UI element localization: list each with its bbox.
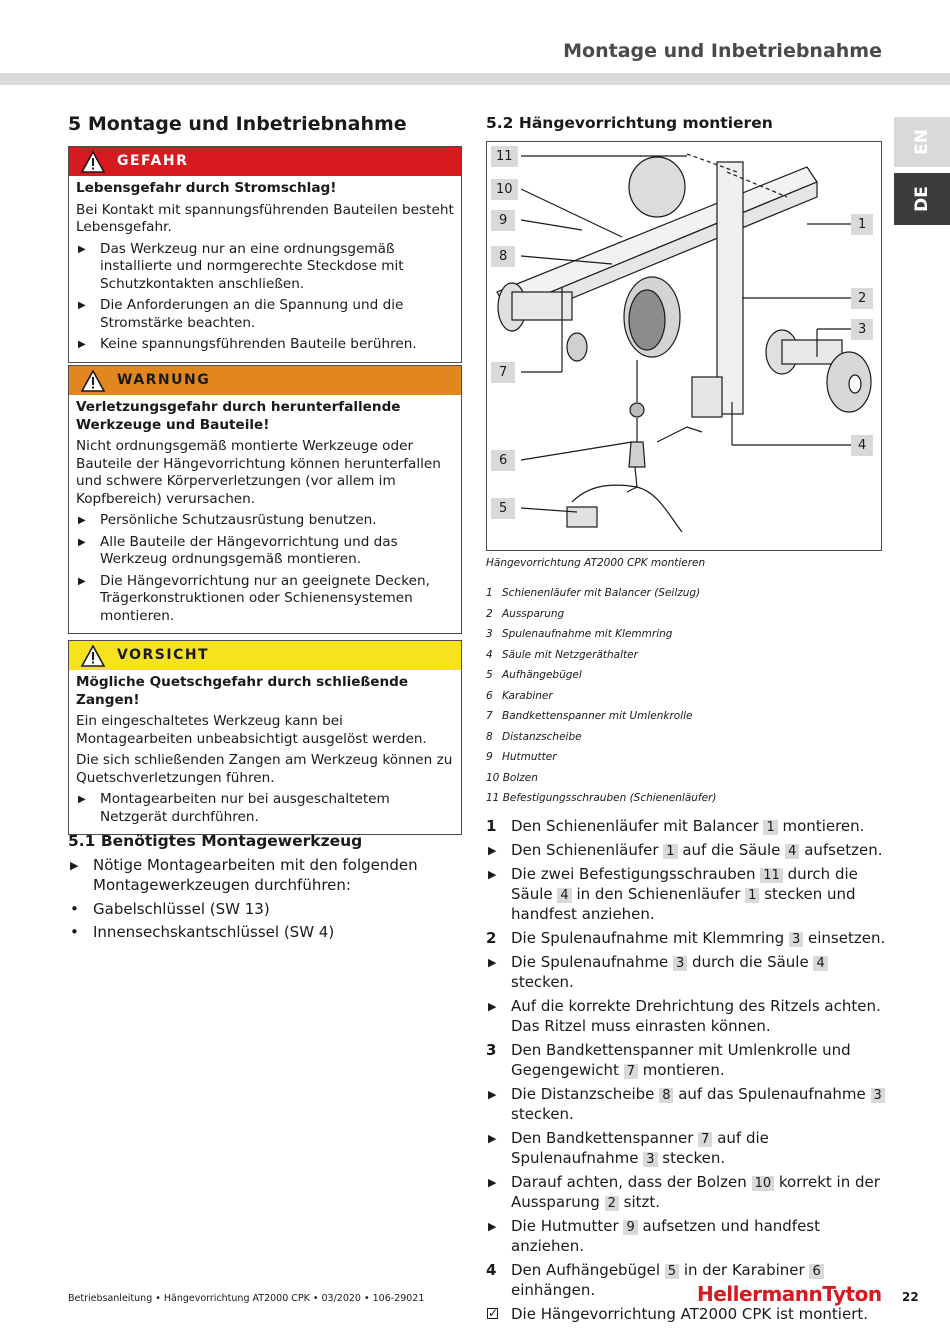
step-text: Den Bandkettenspanner mit Umlenkrolle und Gegengewicht <box>511 1041 851 1079</box>
figure-label: 4 <box>851 434 873 456</box>
part-reference-badge: 1 <box>763 820 777 835</box>
step-text: montieren. <box>637 1061 725 1079</box>
tools-item: • Gabelschlüssel (SW 13) <box>68 899 468 919</box>
figure-legend <box>486 583 717 809</box>
figure-label: 6 <box>491 449 515 471</box>
part-reference-badge: 5 <box>665 1264 679 1279</box>
header-title: Montage und Inbetriebnahme <box>563 40 882 62</box>
step-text: sitzt. <box>618 1193 661 1211</box>
step-text: Die zwei Befestigungsschrauben <box>511 865 761 883</box>
warning-text: Nicht ordnungsgemäß montierte Werkzeuge oder Bauteile der Hängevorrichtung können herunterfallen und schwere Körperverletzungen (vor allem im Kopfbereich) verursachen. <box>76 438 441 507</box>
step-num <box>486 928 886 948</box>
step-text: Die Spulenaufnahme <box>511 953 673 971</box>
step-text: Die Spulenaufnahme mit Klemmring <box>511 929 789 947</box>
legend-row: 9 Hutmutter <box>486 751 557 763</box>
figure-label: 10 <box>491 178 518 200</box>
legend-row: 7 Bandkettenspanner mit Umlenkrolle <box>486 710 693 722</box>
step-text: stecken. <box>511 973 574 991</box>
mount-steps <box>486 816 886 1328</box>
step-text: montieren. <box>777 817 865 835</box>
section-title: 5 Montage und Inbetriebnahme <box>68 113 407 135</box>
step-text: auf die Spulenaufnahme <box>511 1129 769 1167</box>
step-tri <box>486 996 886 1036</box>
footer-doc-info: Betriebsanleitung • Hängevorrichtung AT2000 CPK • 03/2020 • 106-29021 <box>68 1293 425 1304</box>
language-tab-en[interactable] <box>894 117 950 167</box>
step-text: auf die Säule <box>677 841 786 859</box>
step-text: in den Schienenläufer <box>571 885 746 903</box>
figure-label: 11 <box>491 145 518 167</box>
step-tri <box>486 952 886 992</box>
figure-label: 2 <box>851 287 873 309</box>
step-text: Den Schienenläufer mit Balancer <box>511 817 764 835</box>
step-number: 1 <box>486 817 497 835</box>
tools-list <box>68 855 468 945</box>
legend-row: 2 Aussparung <box>486 607 565 620</box>
legend-row: 8 Distanzscheibe <box>486 730 582 743</box>
part-reference-badge: 6 <box>809 1264 823 1279</box>
step-number: 2 <box>486 929 497 947</box>
assembly-drawing <box>487 142 881 550</box>
figure-label: 7 <box>491 361 515 383</box>
legend-row: 11 Befestigungsschrauben (Schienenläufer) <box>486 792 717 804</box>
step-text: korrekt in der Aussparung <box>511 1173 880 1211</box>
language-tab-de[interactable] <box>894 173 950 225</box>
caution-heading: Mögliche Quetschgefahr durch schließende Zangen! <box>76 674 409 708</box>
step-text: aufsetzen. <box>799 841 883 859</box>
warning-item: ▶ Persönliche Schutzausrüstung benutzen. <box>76 512 454 530</box>
step-number: 4 <box>486 1261 497 1279</box>
danger-heading: Lebensgefahr durch Stromschlag! <box>76 180 337 196</box>
part-reference-badge: 7 <box>698 1132 712 1147</box>
figure-label: 5 <box>491 497 515 519</box>
legend-row: 5 Aufhängebügel <box>486 669 582 681</box>
header-bar <box>0 73 950 85</box>
mount-title: 5.2 Hängevorrichtung montieren <box>486 114 773 132</box>
caution-bar <box>69 641 461 670</box>
figure-label: 8 <box>491 245 515 267</box>
legend-row: 4 Säule mit Netzgeräthalter <box>486 648 638 661</box>
step-tri <box>486 1128 886 1168</box>
step-text: aufsetzen und handfest anziehen. <box>511 1217 821 1255</box>
step-check <box>486 1304 886 1324</box>
tools-intro: ▶ Nötige Montagearbeiten mit den folgenden Montagewerkzeugen durchführen: <box>68 855 468 895</box>
step-tri <box>486 1084 886 1124</box>
figure-label: 1 <box>851 213 873 235</box>
part-reference-badge: 1 <box>745 888 759 903</box>
part-reference-badge: 11 <box>760 868 783 883</box>
part-reference-badge: 4 <box>813 956 827 971</box>
figure-label: 9 <box>491 209 515 231</box>
warning-heading: Verletzungsgefahr durch herunterfallende Werkzeuge und Bauteile! <box>76 399 401 433</box>
step-number: 3 <box>486 1041 497 1059</box>
checkbox-icon <box>487 1308 498 1319</box>
step-text: stecken und handfest anziehen. <box>511 885 856 923</box>
part-reference-badge: 10 <box>752 1176 775 1191</box>
part-reference-badge: 3 <box>643 1152 657 1167</box>
step-text: Den Bandkettenspanner <box>511 1129 699 1147</box>
legend-row: 3 Spulenaufnahme mit Klemmring <box>486 628 673 640</box>
caution-text: Die sich schließenden Zangen am Werkzeug können zu Quetschverletzungen führen. <box>76 752 453 786</box>
caution-text: Ein eingeschaltetes Werkzeug kann bei Montagearbeiten unbeabsichtigt ausgelöst werden. <box>76 713 427 747</box>
step-text: Darauf achten, dass der Bolzen <box>511 1173 752 1191</box>
warning-item: ▶ Alle Bauteile der Hängevorrichtung und das Werkzeug ordnungsgemäß montieren. <box>76 534 454 569</box>
legend-row: 1 Schienenläufer mit Balancer (Seilzug) <box>486 587 701 599</box>
step-tri <box>486 864 886 924</box>
part-reference-badge: 1 <box>663 844 677 859</box>
part-reference-badge: 3 <box>789 932 803 947</box>
part-reference-badge: 2 <box>605 1196 619 1211</box>
warning-item: ▶ Die Hängevorrichtung nur an geeignete Decken, Trägerkonstruktionen oder Schienensystemen montieren. <box>76 573 454 626</box>
caution-label: VORSICHT <box>117 646 210 663</box>
danger-text: Bei Kontakt mit spannungsführenden Bauteilen besteht Lebensgefahr. <box>76 201 454 235</box>
warning-notice <box>68 365 462 634</box>
danger-bar <box>69 147 461 176</box>
caution-notice <box>68 640 462 835</box>
part-reference-badge: 3 <box>871 1088 885 1103</box>
step-num <box>486 816 886 836</box>
step-text: durch die Säule <box>511 865 858 903</box>
step-text: in der Karabiner <box>679 1261 810 1279</box>
step-text: Die Hutmutter <box>511 1217 624 1235</box>
part-reference-badge: 8 <box>659 1088 673 1103</box>
step-text: stecken. <box>511 1105 574 1123</box>
step-text: durch die Säule <box>687 953 814 971</box>
part-reference-badge: 4 <box>557 888 571 903</box>
warning-triangle-icon <box>81 370 105 392</box>
step-text: Den Aufhängebügel <box>511 1261 665 1279</box>
caution-item: ▶ Montagearbeiten nur bei ausgeschaltetem Netzgerät durchführen. <box>76 791 454 826</box>
step-text: Den Schienenläufer <box>511 841 664 859</box>
tools-title: 5.1 Benötigtes Montagewerkzeug <box>68 832 363 850</box>
brand-logo: HellermannTyton <box>697 1282 882 1306</box>
step-tri <box>486 1172 886 1212</box>
warning-label: WARNUNG <box>117 371 211 388</box>
figure-label: 3 <box>851 318 873 340</box>
page-number: 22 <box>902 1290 919 1304</box>
danger-notice <box>68 146 462 363</box>
language-tab-en-label: EN <box>912 129 932 155</box>
assembly-figure <box>486 141 882 551</box>
part-reference-badge: 9 <box>623 1220 637 1235</box>
step-tri <box>486 1216 886 1256</box>
danger-item: ▶ Das Werkzeug nur an eine ordnungsgemäß installierte und normgerechte Steckdose mit Schutzkontakten anschließen. <box>76 241 454 294</box>
tools-item: • Innensechskantschlüssel (SW 4) <box>68 922 468 942</box>
warning-bar <box>69 366 461 395</box>
step-text: Auf die korrekte Drehrichtung des Ritzels achten. Das Ritzel muss einrasten können. <box>511 997 881 1035</box>
step-text: stecken. <box>657 1149 726 1167</box>
legend-row: 6 Karabiner <box>486 689 553 702</box>
part-reference-badge: 7 <box>624 1064 638 1079</box>
danger-item: ▶ Die Anforderungen an die Spannung und die Stromstärke beachten. <box>76 297 454 332</box>
step-text: einhängen. <box>511 1281 596 1299</box>
step-text: auf das Spulenaufnahme <box>673 1085 871 1103</box>
danger-item: ▶ Keine spannungsführenden Bauteile berühren. <box>76 336 454 354</box>
step-tri <box>486 840 886 860</box>
part-reference-badge: 4 <box>785 844 799 859</box>
part-reference-badge: 3 <box>673 956 687 971</box>
danger-label: GEFAHR <box>117 152 189 169</box>
step-num <box>486 1040 886 1080</box>
step-text: Die Hängevorrichtung AT2000 CPK ist montiert. <box>511 1305 869 1323</box>
figure-caption: Hängevorrichtung AT2000 CPK montieren <box>486 557 706 569</box>
warning-triangle-icon <box>81 645 105 667</box>
step-text: Die Distanzscheibe <box>511 1085 660 1103</box>
language-tab-de-label: DE <box>911 186 932 212</box>
legend-row: 10 Bolzen <box>486 771 538 784</box>
warning-triangle-icon <box>81 151 105 173</box>
step-text: einsetzen. <box>803 929 886 947</box>
